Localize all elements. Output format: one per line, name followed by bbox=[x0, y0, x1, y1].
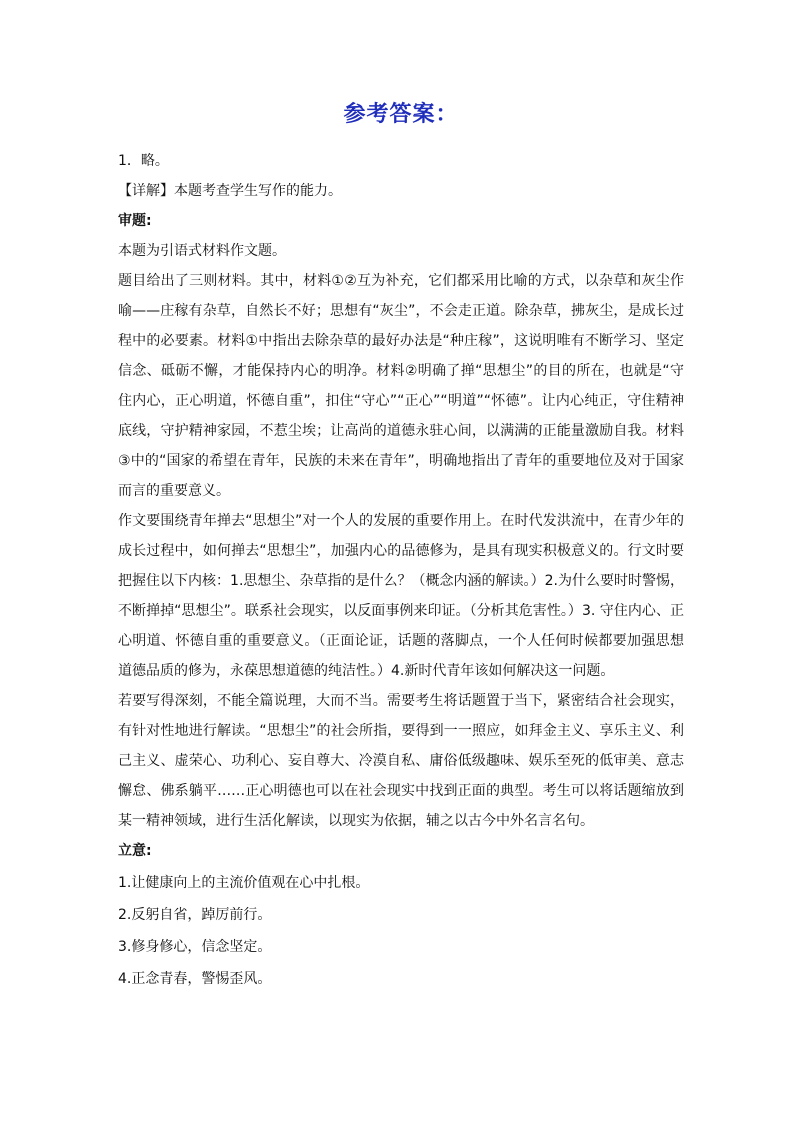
paragraph-depth: 若要写得深刻，不能全篇说理，大而不当。需要考生将话题置于当下，紧密结合社会现实，有针对性地进行解读。“思想尘”的社会所指，要得到一一照应，如拜金主义、享乐主义、利己主义、虚荣心、功利心、妄自尊大、冷漠自私、庸俗低级趣味、娱乐至死的低审美、意志懈怠、佛系躺平……正心明德也可以在社会现实中找到正面的典型。考生可以将话题缩放到某一精神领域，进行生活化解读，以现实为依据，辅之以古今中外名言名句。 bbox=[118, 693, 684, 829]
page-title: 参考答案： bbox=[343, 102, 459, 127]
detail-label: 【详解】 bbox=[118, 183, 174, 199]
liyi-heading: 立意: bbox=[118, 843, 152, 859]
paragraph-type: 本题为引语式材料作文题。 bbox=[118, 243, 286, 259]
detail-line bbox=[118, 176, 684, 206]
shenti-heading: 审题: bbox=[118, 213, 152, 229]
paragraph-focus: 作文要围绕青年掸去“思想尘”对一个人的发展的重要作用上。在时代发洪流中，在青少年的成长过程中，如何掸去“思想尘”，加强内心的品德修为，是具有现实积极意义的。行文时要把握住以下内核：1.思想尘、杂草指的是什么？（概念内涵的解读。）2.为什么要时时警惕，不断掸掉“思想尘”。联系社会现实，以反面事例来印证。（分析其危害性。）3. 守住内心、正心明道、怀德自重的重要意义。（正面论证，话题的落脚点，一个人任何时候都要加强思想道德品质的修为，永葆思想道德的纯洁性。）4.新时代青年该如何解决这一问题。 bbox=[118, 513, 684, 679]
detail-text: 本题考查学生写作的能力。 bbox=[174, 183, 342, 199]
liyi-item: 4.正念青春，警惕歪风。 bbox=[118, 971, 272, 987]
liyi-item: 1.让健康向上的主流价值观在心中扎根。 bbox=[118, 875, 370, 891]
paragraph-materials: 题目给出了三则材料。其中，材料①②互为补充，它们都采用比喻的方式，以杂草和灰尘作喻——庄稼有杂草，自然长不好；思想有“灰尘”，不会走正道。除杂草，拂灰尘，是成长过程中的必要素。材料①中指出去除杂草的最好办法是“种庄稼”，这说明唯有不断学习、坚定信念、砥砺不懈，才能保持内心的明净。材料②明确了掸“思想尘”的目的所在，也就是“守住内心，正心明道，怀德自重”，扣住“守心”“正心”“明道”“怀德”。让内心纯正，守住精神底线，守护精神家园，不惹尘埃；让高尚的道德永驻心间，以满满的正能量激励自我。材料③中的“国家的希望在青年，民族的未来在青年”，明确地指出了青年的重要地位及对于国家而言的重要意义。 bbox=[118, 273, 684, 499]
liyi-item: 3.修身修心，信念坚定。 bbox=[118, 939, 272, 955]
question-1-answer: 1．略。 bbox=[118, 153, 169, 169]
liyi-item: 2.反躬自省，踔厉前行。 bbox=[118, 907, 272, 923]
answer-page bbox=[118, 100, 684, 994]
